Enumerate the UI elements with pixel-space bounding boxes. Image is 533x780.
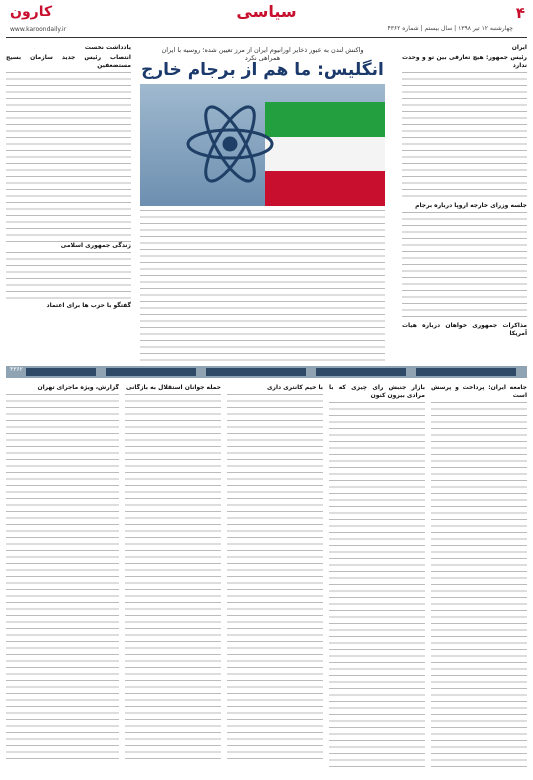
page-header	[6, 2, 527, 36]
lower-column-1	[431, 384, 527, 774]
ad-banner[interactable]	[106, 368, 196, 376]
article-body	[125, 394, 221, 764]
article-body	[431, 402, 527, 772]
right-subheadline: جلسه وزرای خارجه اروپا درباره برجام	[415, 202, 527, 209]
ad-banner[interactable]	[26, 368, 96, 376]
article-body	[402, 212, 527, 322]
header-rule	[6, 37, 527, 38]
section-title: سیاسی	[236, 2, 297, 21]
website-address[interactable]: www.karoondaily.ir	[10, 26, 67, 33]
ad-banner[interactable]	[316, 368, 406, 376]
lower-column-4	[125, 384, 221, 774]
lower-column-5	[6, 384, 119, 774]
issue-number: ۴۳۶۲	[10, 366, 23, 373]
right-column	[402, 44, 527, 364]
lower-headline-4: حمله جوانان استقلال به بازگانی	[126, 384, 221, 391]
article-body	[6, 252, 131, 302]
left-headline: انتصاب رئیس جدید سازمان بسیج مستضعفین	[6, 54, 131, 69]
article-body	[6, 72, 131, 242]
lower-headline-2: بازار جنبش رای چیزی که با مرادی بیرون کنون	[329, 384, 425, 399]
ad-banner[interactable]	[206, 368, 306, 376]
right-closing-headline: مذاکرات جمهوری خواهان درباره هیات آمریکا	[402, 322, 527, 337]
left-column	[6, 44, 131, 364]
article-body	[6, 394, 119, 764]
left-subheadline-1: زندگی جمهوری اسلامی	[60, 242, 131, 249]
article-body	[227, 394, 323, 764]
lower-headline-5: گزارش، ویژه ماجرای تهران	[37, 384, 119, 391]
ad-banner[interactable]	[416, 368, 516, 376]
column-label: ایران	[511, 44, 527, 51]
article-body	[329, 402, 425, 772]
lead-photo	[140, 84, 385, 206]
lower-headline-3: با خیم کانتری داری	[266, 384, 323, 391]
left-subheadline-2: گفتگو با حزب ها برای اعتماد	[46, 302, 131, 309]
lower-column-3	[227, 384, 323, 774]
dateline: چهارشنبه ۱۲ تیر ۱۳۹۸ | سال بیستم | شماره ۴۳۶۲	[387, 25, 513, 32]
lead-body	[140, 210, 385, 364]
lower-headline-1: جامعه ایران: پرداخت و پرسش است	[431, 384, 527, 399]
article-body	[402, 72, 527, 202]
atom-symbol-icon	[140, 84, 385, 206]
column-label: یادداشت نخست	[84, 44, 131, 51]
newspaper-logo: کارون	[10, 4, 53, 20]
page-number: ۴	[515, 4, 525, 22]
right-headline: رئیس جمهور: هیچ تعارفی بین تو و وحدت ندارد	[402, 54, 527, 69]
lead-kicker: واکنش لندن به عبور ذخایر اورانیوم ایران از مرز تعیین شده؛ روسیه با ایران همراهی نکرد	[161, 46, 364, 62]
lead-title: انگلیس: ما هم از برجام خارج	[141, 60, 384, 80]
ad-strip	[6, 366, 527, 378]
lower-column-2	[329, 384, 425, 774]
